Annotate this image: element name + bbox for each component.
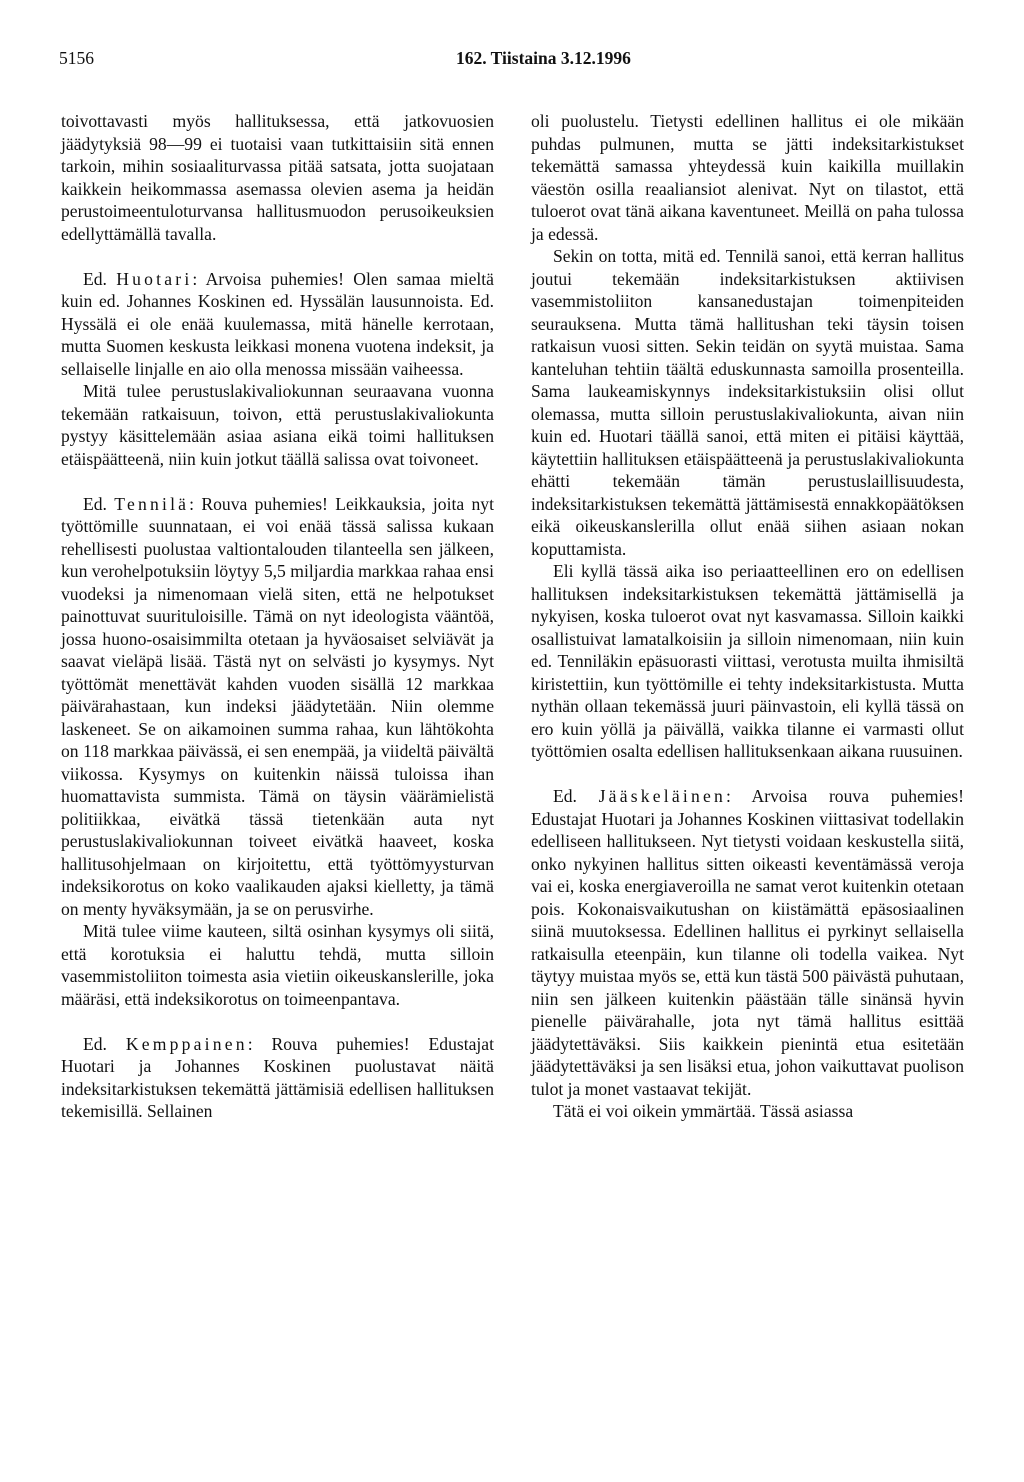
speaker-prefix: Ed. [83, 1033, 107, 1054]
speech-text: : Rouva puhemies! Edustajat Huotari ja Johannes Koskinen puolustavat näitä indeksitarkistuksen tekemättä jättämisiä edellisen hallituksen tekemisillä. Sellainen [61, 1033, 494, 1121]
page-number: 5156 [59, 48, 94, 68]
speaker-name: Kemppainen [125, 1033, 248, 1054]
session-title: 162. Tiistaina 3.12.1996 [456, 48, 631, 68]
paragraph: Tätä ei voi oikein ymmärtää. Tässä asiassa [553, 1101, 854, 1121]
paragraph: Mitä tulee viime kauteen, siltä osinhan kysymys oli siitä, että korotuksia ei haluttu tehdä, mutta silloin vasemmistoliiton toimesta asia vietiin oikeuskanslerille, joka määräsi, että indeksikorotus on toimeenpantava. [61, 921, 494, 1009]
paragraph: Eli kyllä tässä aika iso periaatteellinen ero on edellisen hallituksen indeksitarkistuksen tekemättä jättämisellä ja nykyisen, koska tuloerot ovat nyt kasvamassa. Silloin kaikki osallistuivat lamatalkoisiin ja silloin nimenomaan, niin kuin ed. Tenniläkin epäsuorasti viittasi, verotusta muilta ihmisiltä kiristettiin, kun työttömille ei tehty indeksitarkistusta. Mutta nythän ollaan tekemässä juuri päinvastoin, eli kyllä tässä on ero kuin yöllä ja päivällä, vaikka tilanne ei varmasti ollut työttömien osalta edellisen hallituksenkaan aikana ruusuinen. [531, 561, 964, 761]
speaker-name: Jääskeläinen [598, 786, 726, 806]
speaker-prefix: Ed. [83, 493, 107, 514]
paragraph: Sekin on totta, mitä ed. Tennilä sanoi, että kerran hallitus joutui tekemään indeksitarkistuksen aktiivisen vasemmistoliiton kansanedustajan toimenpiteiden seurauksena. Mutta tämä hallitushan teki täysin toisen ratkaisun vuosi sitten. Sekin teidän on syytä muistaa. Sama kanteluhan tehtiin täältä eduskunnasta samoilla prosenteilla. Sama laukeamiskynnys indeksitarkistuksiin olisi ollut olemassa, mutta silloin perustuslakivaliokunta, aivan niin kuin ed. Huotari täällä sanoi, että miten ei pitäisi käyttää, käytettiin hallituksen etäispäätteenä ja perustuslakivaliokunta ehätti tekemään tämän perustuslaillisuudesta, indeksitarkistuksen tekemättä jättämisestä ennakkopäätöksen eikä oikeuskanslerilla ollut enää siihen asiaan nokan koputtamista. [531, 246, 964, 559]
speech-text: : Rouva puhemies! Leikkauksia, joita nyt työttömille suunnataan, ei voi enää tässä salissa kukaan rehellisesti puolustaa valtiontalouden tilanteella sen jälkeen, kun verohelpotuksiin löytyy 5,5 miljardia markkaa rahaa ensi vuodeksi ja nimenomaan vielä siten, että ne helpotukset painottuvat suurituloisille. Tämä on nyt ideologista vääntöä, jossa huono-osaisimmilta otetaan ja hyväosaiset selviävät ja saavat vieläpä lisää. Tästä nyt on selvästi jo kysymys. Nyt työttömät menettävät kahden vuoden sisällä 12 markkaa päivärahastaan, kun indeksi jäädytetään. Niin olemme laskeneet. Se on aikamoinen summa rahaa, kun lähtökohta on 118 markkaa päivässä, ei sen enempää, ja viideltä päivältä viikossa. Kysymys on kuitenkin näissä tuloissa ihan huomattavista summista. Tämä on täysin väärämielistä politiikkaa, eivätkä tässä tietenkään auta nyt perustuslakivaliokunnan toiveet eivätkä haaveet, koska hallitusohjelmaan on kirjoitettu, että työttömyysturvan indeksikorotus on koko vaalikauden ajaksi kielletty, ja tämä on menty hyväksymään, ja se on perusvirhe. [61, 493, 494, 919]
speech-kemppainen [61, 1033, 494, 1123]
left-column [61, 110, 494, 1123]
speaker-prefix: Ed. [83, 268, 107, 289]
speaker-prefix: Ed. [553, 786, 577, 806]
paragraph: toivottavasti myös hallituksessa, että jatkovuosien jäädytyksiä 98—99 ei tuotaisi vaan tutkittaisiin sitä ennen tarkoin, mihin sosiaaliturvassa pitää satsata, jotta suojataan kaikkein heikommassa asemassa olevien asema ja heidän perustoimeentuloturvansa hallitusmuodon perusoikeuksien edellyttämällä tavalla. [61, 111, 494, 244]
speaker-name: Tennilä [114, 493, 190, 514]
paragraph: oli puolustelu. Tietysti edellinen hallitus ei ole mikään puhdas pulmunen, mutta se jätti indeksitarkistukset tekemättä samassa yhteydessä kuin kaikilla muillakin väestön osilla reaaliansiot alenivat. Nyt on tilastot, että tuloerot ovat tänä aikana kaventuneet. Meillä on paha tulossa ja edessä. [531, 111, 964, 244]
speech-jaaskelainen [531, 785, 964, 1100]
paragraph: Mitä tulee perustuslakivaliokunnan seuraavana vuonna tekemään ratkaisuun, toivon, että perustuslakivaliokunta pystyy käsittelemään asiaa asiana eikä toimi hallituksen etäispäätteenä, niin kuin jotkut täällä salissa ovat toivoneet. [61, 381, 494, 469]
speaker-name: Huotari [116, 268, 193, 289]
speech-tennila [61, 493, 494, 921]
right-column [531, 110, 964, 1123]
speech-huotari [61, 268, 494, 381]
page-header [59, 48, 964, 74]
speech-text: : Arvoisa rouva puhemies! Edustajat Huotari ja Johannes Koskinen viittasivat todellakin edelliseen hallitukseen. Nyt tietysti voidaan keskustella siitä, onko nykyinen hallitus sitten oikeasti keventämässä veroja vai ei, koska energiaveroilla ne samat verot kuitenkin otetaan pois. Kokonaisvaikutushan on kiistämättä epäsosiaalinen siinä muutoksessa. Edellinen hallitus ei pyrkinyt sellaisella ratkaisulla eteenpäin, kun tilanne oli todella vaikea. Nyt täytyy muistaa myös se, että kun tästä 500 päivästä puhutaan, niin sen jälkeen kuitenkin päästään tälle sinänsä hyvin pienelle päivärahalle, jota nyt tämä hallitus esittää jäädytettäväksi. Siis kaikkein pienintä etua esitetään jäädytettäväksi ja sen lisäksi etua, johon vaikuttavat puolison tulot ja monet vastaavat tekijät. [531, 786, 964, 1099]
speech-text: : Arvoisa puhemies! Olen samaa mieltä kuin ed. Johannes Koskinen ed. Hyssälän lausunnoista. Ed. Hyssälä ei ole enää kuulemassa, mitä hänelle kerrotaan, mutta Suomen keskusta leikkasi monena vuotena indeksit, ja sellaiselle linjalle en aio olla menossa missään vaiheessa. [61, 268, 494, 379]
